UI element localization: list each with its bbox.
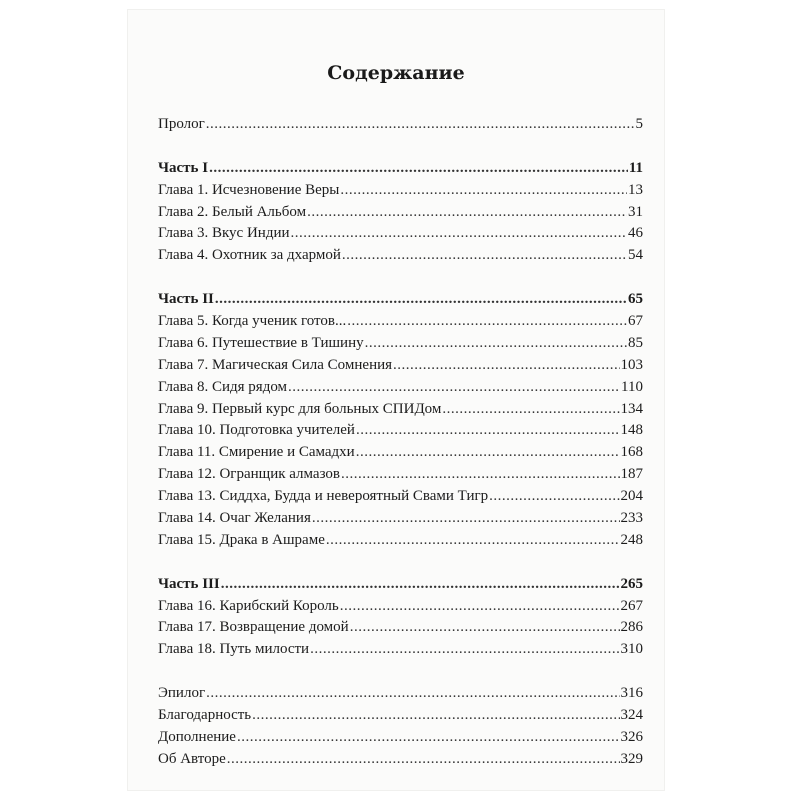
toc-entry bbox=[158, 114, 643, 136]
dot-leader bbox=[342, 245, 627, 267]
dot-leader bbox=[442, 399, 619, 421]
toc-entry-page-number: 326 bbox=[620, 728, 643, 745]
toc-entry bbox=[158, 464, 643, 486]
toc-entry-page-number: 31 bbox=[628, 203, 643, 220]
dot-leader bbox=[489, 486, 619, 508]
toc-entry-label: Глава 3. Вкус Индии bbox=[158, 225, 290, 242]
dot-leader bbox=[206, 683, 619, 705]
dot-leader bbox=[227, 749, 620, 771]
dot-leader bbox=[307, 202, 627, 224]
toc-entry-label: Часть II bbox=[158, 291, 214, 308]
toc-part-entry bbox=[158, 158, 643, 180]
toc-entry-label: Глава 2. Белый Альбом bbox=[158, 203, 307, 220]
toc-entry-label: Глава 15. Драка в Ашраме bbox=[158, 531, 325, 548]
toc-entry-label: Глава 14. Очаг Желания bbox=[158, 510, 311, 527]
dot-leader bbox=[252, 705, 619, 727]
section-gap bbox=[158, 267, 643, 289]
dot-leader bbox=[340, 180, 627, 202]
toc-entry-label: Глава 8. Сидя рядом bbox=[158, 378, 288, 395]
toc-entry-page-number: 5 bbox=[635, 116, 643, 132]
toc-entry-label: Глава 5. Когда ученик готов... bbox=[158, 313, 347, 330]
toc-entry-page-number: 65 bbox=[628, 291, 643, 308]
toc-entry-label: Часть III bbox=[158, 575, 220, 592]
dot-leader bbox=[365, 333, 627, 355]
toc-entry-label: Глава 9. Первый курс для больных СПИДом bbox=[158, 400, 442, 417]
toc-entry-label: Глава 18. Путь милости bbox=[158, 641, 310, 658]
toc-entry-page-number: 316 bbox=[620, 685, 643, 702]
toc-entry-label: Глава 16. Карибский Король bbox=[158, 597, 339, 614]
toc-entry-label: Дополнение bbox=[158, 728, 236, 745]
toc-entry bbox=[158, 683, 643, 705]
dot-leader bbox=[350, 617, 620, 639]
toc-entry-page-number: 85 bbox=[628, 334, 643, 351]
toc-entry-label: Пролог bbox=[158, 116, 205, 132]
toc-entry-page-number: 11 bbox=[628, 159, 643, 176]
dot-leader bbox=[288, 377, 620, 399]
toc-entry bbox=[158, 639, 643, 661]
toc-part-entry bbox=[158, 289, 643, 311]
dot-leader bbox=[356, 442, 620, 464]
toc-entry-page-number: 204 bbox=[620, 488, 643, 505]
toc-entry bbox=[158, 727, 643, 749]
toc-entry-page-number: 324 bbox=[620, 707, 643, 724]
dot-leader bbox=[215, 289, 627, 311]
toc-entry bbox=[158, 223, 643, 245]
dot-leader bbox=[341, 464, 619, 486]
dot-leader bbox=[206, 114, 635, 136]
dot-leader bbox=[291, 223, 627, 245]
toc-entry-label: Глава 7. Магическая Сила Сомнения bbox=[158, 356, 393, 373]
toc-entry bbox=[158, 202, 643, 224]
toc-entry-label: Глава 11. Смирение и Самадхи bbox=[158, 444, 355, 461]
section-gap bbox=[158, 661, 643, 683]
toc-entry-page-number: 233 bbox=[620, 510, 643, 527]
section-gap bbox=[158, 552, 643, 574]
dot-leader bbox=[393, 355, 619, 377]
toc-entry-label: Глава 10. Подготовка учителей bbox=[158, 422, 355, 439]
toc-entry-page-number: 134 bbox=[620, 400, 643, 417]
dot-leader bbox=[326, 530, 620, 552]
toc-entry-label: Глава 13. Сиддха, Будда и невероятный Свами Тигр bbox=[158, 488, 489, 505]
dot-leader bbox=[312, 508, 620, 530]
toc-entry-page-number: 168 bbox=[620, 444, 643, 461]
toc-entry-page-number: 248 bbox=[620, 531, 643, 548]
dot-leader bbox=[356, 420, 620, 442]
toc-entry-label: Об Авторе bbox=[158, 750, 226, 767]
toc-entry bbox=[158, 377, 643, 399]
toc-entry bbox=[158, 399, 643, 421]
toc-entry-page-number: 187 bbox=[620, 466, 643, 483]
toc-entry-page-number: 13 bbox=[628, 181, 643, 198]
toc-entry bbox=[158, 617, 643, 639]
dot-leader bbox=[340, 596, 620, 618]
section-gap bbox=[158, 136, 643, 158]
toc-entry bbox=[158, 508, 643, 530]
toc-entry-page-number: 67 bbox=[628, 313, 643, 330]
toc-part-entry bbox=[158, 574, 643, 596]
toc-entry-label: Часть I bbox=[158, 159, 209, 176]
toc-entry bbox=[158, 311, 643, 333]
toc-entry bbox=[158, 333, 643, 355]
toc-entry-page-number: 329 bbox=[620, 750, 643, 767]
toc-entry-label: Эпилог bbox=[158, 685, 206, 702]
toc-entry bbox=[158, 705, 643, 727]
toc-entry-page-number: 148 bbox=[620, 422, 643, 439]
book-page bbox=[128, 10, 664, 790]
toc-entry bbox=[158, 749, 643, 771]
dot-leader bbox=[209, 158, 628, 180]
toc-entry-label: Глава 12. Огранщик алмазов bbox=[158, 466, 341, 483]
toc-entry-page-number: 286 bbox=[620, 619, 643, 636]
toc-entry-label: Глава 6. Путешествие в Тишину bbox=[158, 334, 364, 351]
toc-entry-page-number: 46 bbox=[628, 225, 643, 242]
toc-entry-page-number: 54 bbox=[628, 247, 643, 264]
toc-entry-page-number: 110 bbox=[621, 378, 643, 395]
toc-entry-label: Глава 17. Возвращение домой bbox=[158, 619, 349, 636]
toc-entry bbox=[158, 530, 643, 552]
dot-leader bbox=[221, 574, 620, 596]
toc-entry-page-number: 310 bbox=[620, 641, 643, 658]
toc-entry-page-number: 267 bbox=[620, 597, 643, 614]
toc-entry-label: Глава 1. Исчезновение Веры bbox=[158, 181, 340, 198]
dot-leader bbox=[237, 727, 620, 749]
toc-entry bbox=[158, 442, 643, 464]
toc-entry bbox=[158, 420, 643, 442]
toc-entry bbox=[158, 596, 643, 618]
toc-entry-page-number: 103 bbox=[620, 356, 643, 373]
dot-leader bbox=[347, 311, 627, 333]
toc-entry bbox=[158, 245, 643, 267]
toc-entry bbox=[158, 180, 643, 202]
toc-entry-label: Благодарность bbox=[158, 707, 252, 724]
toc-entry bbox=[158, 355, 643, 377]
table-of-contents bbox=[158, 114, 643, 771]
toc-entry bbox=[158, 486, 643, 508]
toc-entry-label: Глава 4. Охотник за дхармой bbox=[158, 247, 341, 264]
page-title: Содержание bbox=[327, 62, 465, 84]
dot-leader bbox=[310, 639, 619, 661]
toc-entry-page-number: 265 bbox=[620, 575, 643, 592]
